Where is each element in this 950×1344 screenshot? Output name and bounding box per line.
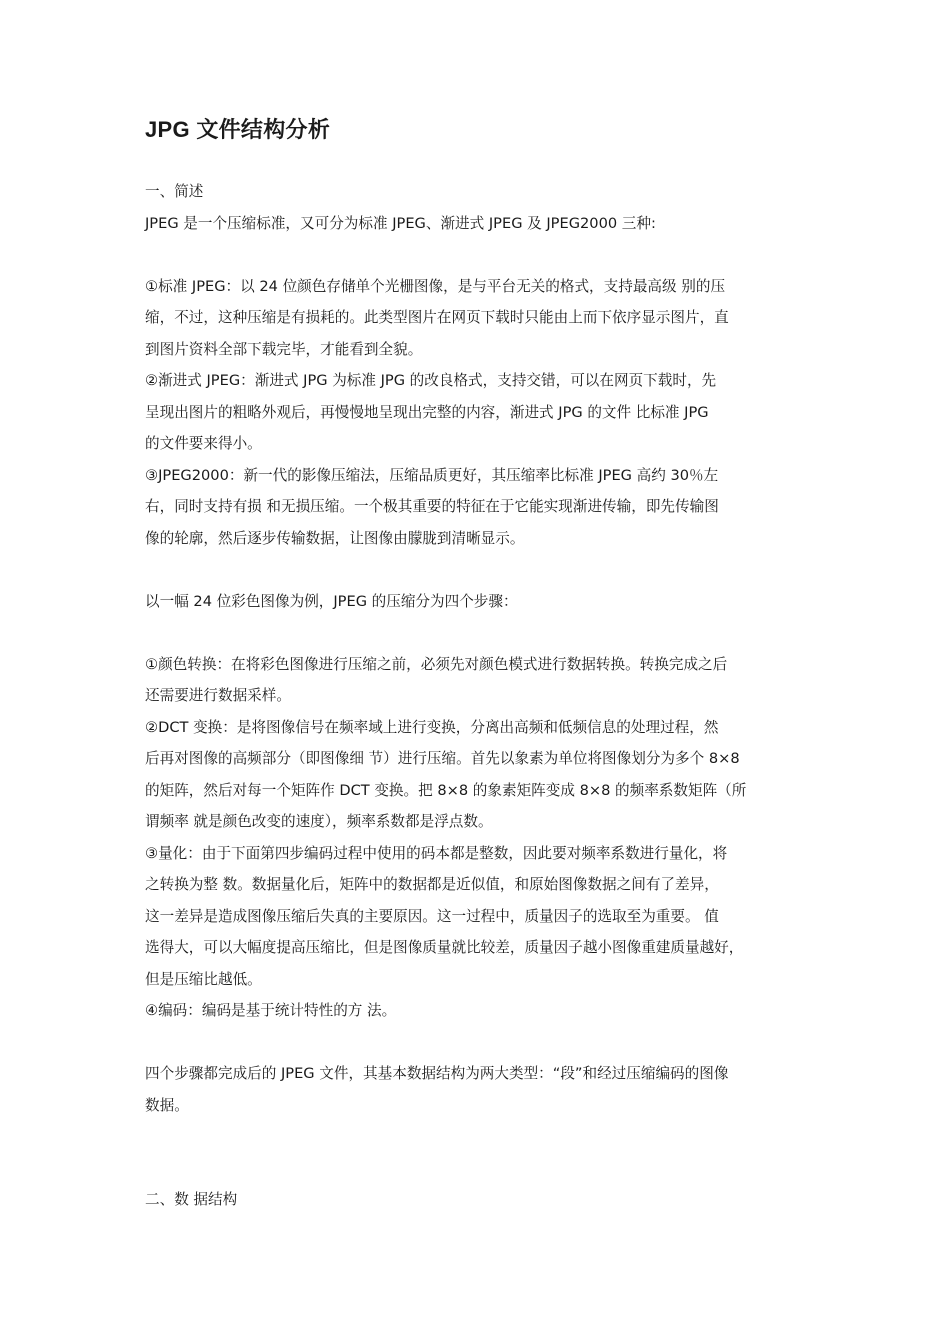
blank-line [145, 1027, 810, 1059]
text-line: 到图片资料全部下载完毕，才能看到全貌。 [145, 340, 423, 358]
text-line: 一、简述 [145, 183, 204, 200]
text-line: 这一差异是造成图像压缩后失真的主要原因。这一过程中，质量因子的选取至为重要。 值 [145, 907, 719, 925]
text-line: 缩，不过，这种压缩是有损耗的。此类型图片在网页下载时只能由上而下依序显示图片，直 [145, 309, 729, 326]
document-title: JPG 文件结构分析 [145, 117, 331, 142]
text-line: JPEG 是一个压缩标准，又可分为标准 JPEG、渐进式 JPEG 及 JPEG2000 三种: [145, 214, 656, 232]
blank-line [145, 554, 810, 586]
text-line: 像的轮廓，然后逐步传输数据，让图像由朦胧到清晰显示。 [145, 529, 525, 547]
text-line: 还需要进行数据采样。 [145, 687, 291, 704]
blank-line [145, 617, 810, 649]
text-line: 之转换为整 数。数据量化后，矩阵中的数据都是近似值，和原始图像数据之间有了差异， [145, 876, 719, 893]
text-line: 的文件要来得小。 [145, 435, 262, 452]
text-line: 但是压缩比越低。 [145, 970, 262, 988]
text-line: ③量化：由于下面第四步编码过程中使用的码本都是整数，因此要对频率系数进行量化，将 [145, 844, 728, 862]
text-line: 谓频率 就是颜色改变的速度），频率系数都是浮点数。 [145, 813, 493, 830]
text-line: 二、数 据结构 [145, 1191, 238, 1208]
text-line: 选得大，可以大幅度提高压缩比，但是图像质量就比较差，质量因子越小图像重建质量越好， [145, 939, 744, 956]
text-line: 四个步骤都完成后的 JPEG 文件，其基本数据结构为两大类型：“段”和经过压缩编码的图像 [145, 1065, 729, 1082]
text-line: 数据。 [145, 1096, 189, 1114]
document-body [145, 176, 810, 1216]
text-line: ①颜色转换：在将彩色图像进行压缩之前，必须先对颜色模式进行数据转换。转换完成之后 [145, 655, 728, 673]
text-line: ②渐进式 JPEG：渐进式 JPG 为标准 JPG 的改良格式，支持交错，可以在网页下载时，先 [145, 372, 717, 389]
text-line: ③JPEG2000：新一代的影像压缩法，压缩品质更好，其压缩率比标准 JPEG 高约 30％左 [145, 466, 719, 484]
text-line: 后再对图像的高频部分（即图像细 节）进行压缩。首先以象素为单位将图像划分为多个 8×8 [145, 750, 740, 767]
text-line: 的矩阵，然后对每一个矩阵作 DCT 变换。把 8×8 的象素矩阵变成 8×8 的频率系数矩阵（所 [145, 781, 747, 799]
text-line: ②DCT 变换：是将图像信号在频率域上进行变换，分离出高频和低频信息的处理过程，然 [145, 718, 719, 736]
text-line: 呈现出图片的粗略外观后，再慢慢地呈现出完整的内容，渐进式 JPG 的文件 比标准 JPG [145, 403, 709, 421]
text-line: 右，同时支持有损 和无损压缩。一个极其重要的特征在于它能实现渐进传输，即先传输图 [145, 498, 719, 515]
document-page [145, 112, 810, 1216]
text-line: ①标准 JPEG：以 24 位颜色存储单个光栅图像，是与平台无关的格式，支持最高级 别的压 [145, 277, 726, 295]
text-line: ④编码：编码是基于统计特性的方 法。 [145, 1002, 397, 1019]
text-line: 以一幅 24 位彩色图像为例，JPEG 的压缩分为四个步骤： [145, 592, 518, 610]
blank-line [145, 239, 810, 271]
blank-line [145, 1153, 810, 1185]
blank-line [145, 1121, 810, 1153]
